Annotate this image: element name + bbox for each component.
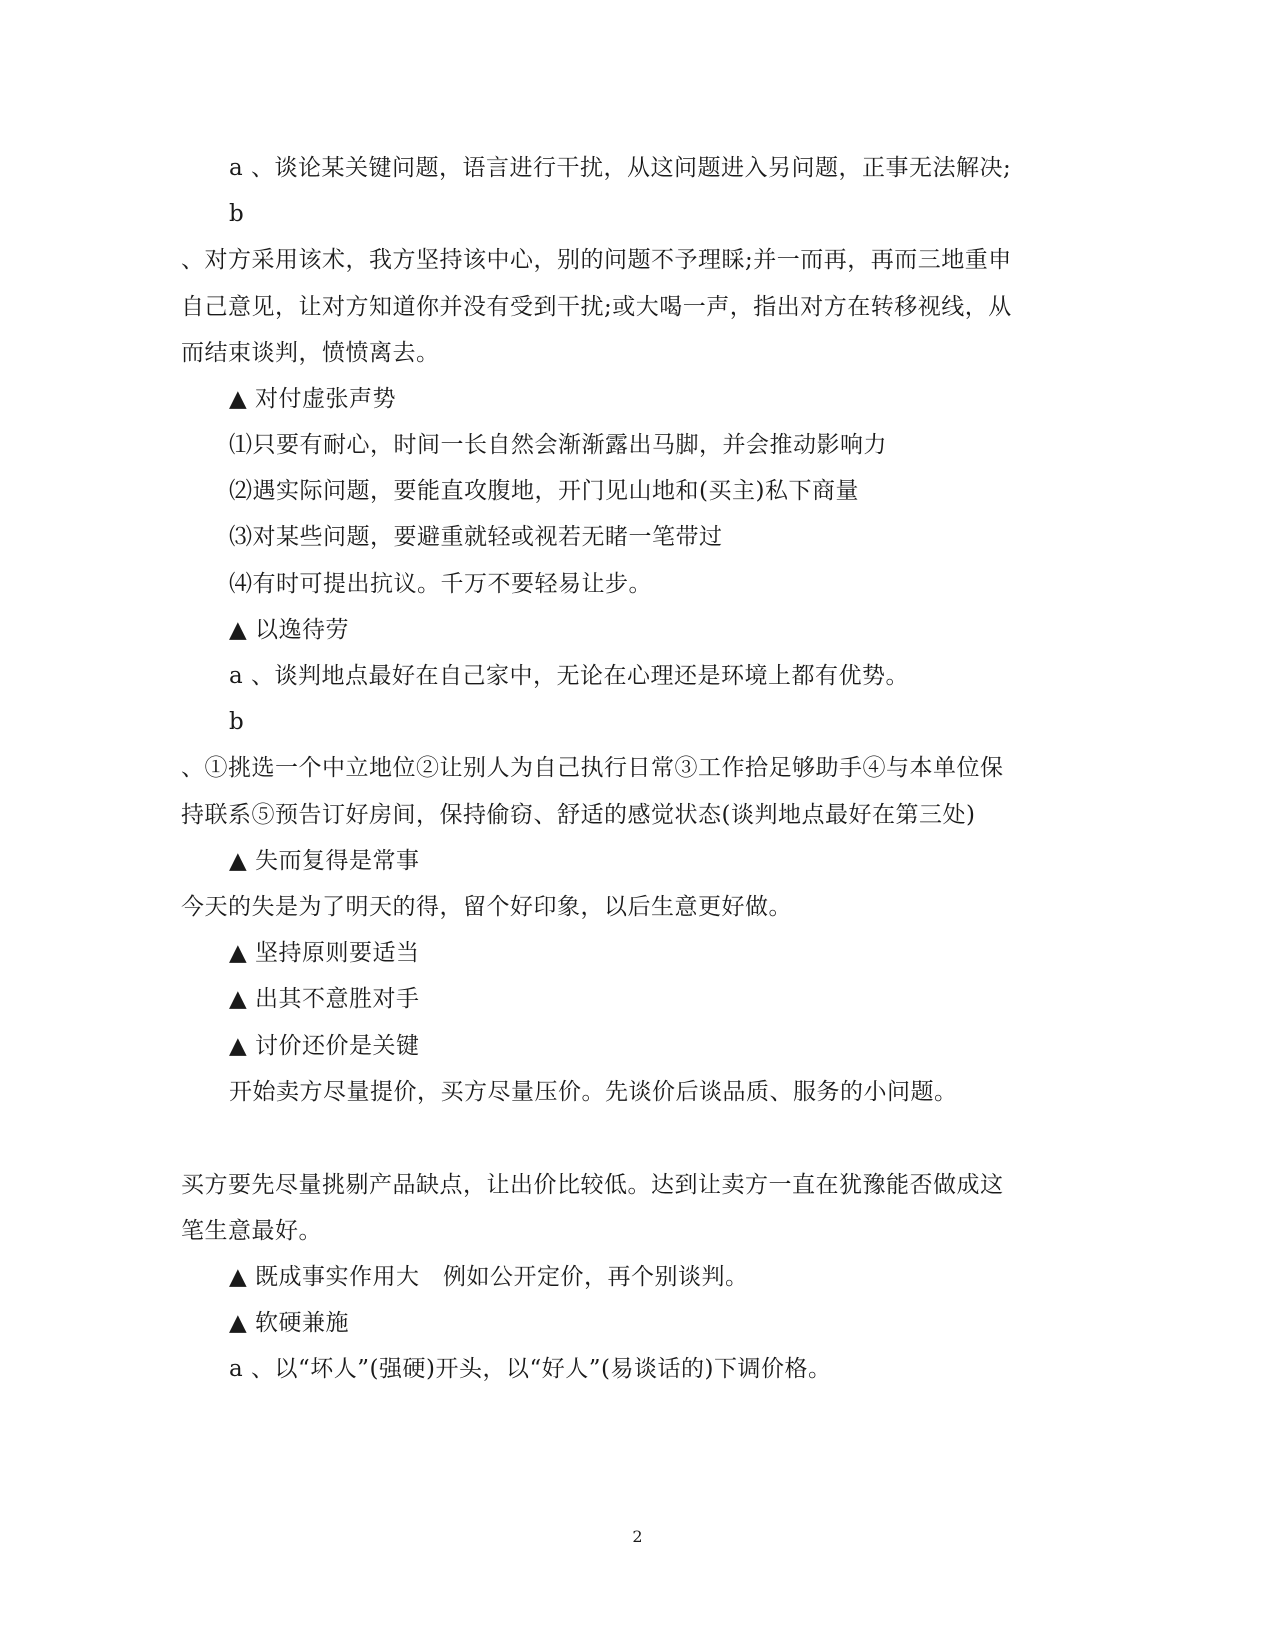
page-number: 2 — [632, 1527, 643, 1546]
section-heading: ▲ 既成事实作用大 例如公开定价，再个别谈判。 — [229, 1264, 749, 1290]
text-line: b — [229, 201, 245, 227]
list-item: ⑵遇实际问题，要能直攻腹地，开门见山地和(买主)私下商量 — [229, 478, 859, 504]
text-line: b — [229, 709, 245, 735]
list-item: ⑷有时可提出抗议。千万不要轻易让步。 — [229, 571, 652, 597]
text-line: 、①挑选一个中立地位②让别人为自己执行日常③工作拾足够助手④与本单位保 — [181, 755, 1004, 781]
text-line: a 、谈判地点最好在自己家中，无论在心理还是环境上都有优势。 — [229, 663, 910, 689]
text-line: 笔生意最好。 — [181, 1218, 322, 1244]
text-line: a 、以“坏人”(强硬)开头，以“好人”(易谈话的)下调价格。 — [229, 1356, 832, 1382]
list-item: ⑴只要有耐心，时间一长自然会渐渐露出马脚，并会推动影响力 — [229, 432, 887, 458]
section-heading: ▲ 以逸待劳 — [229, 617, 349, 643]
section-heading: ▲ 对付虚张声势 — [229, 386, 396, 412]
text-line: 今天的失是为了明天的得，留个好印象，以后生意更好做。 — [181, 894, 792, 920]
text-line: a 、谈论某关键问题，语言进行干扰，从这问题进入另问题，正事无法解决; — [229, 155, 1012, 181]
section-heading: ▲ 坚持原则要适当 — [229, 940, 420, 966]
section-heading: ▲ 讨价还价是关键 — [229, 1033, 420, 1059]
text-line: 买方要先尽量挑剔产品缺点，让出价比较低。达到让卖方一直在犹豫能否做成这 — [181, 1172, 1004, 1198]
text-line: 开始卖方尽量提价，买方尽量压价。先谈价后谈品质、服务的小问题。 — [229, 1079, 958, 1105]
section-heading: ▲ 失而复得是常事 — [229, 848, 420, 874]
text-line: 而结束谈判，愤愤离去。 — [181, 340, 440, 366]
text-line: 自己意见，让对方知道你并没有受到干扰;或大喝一声，指出对方在转移视线，从 — [181, 294, 1012, 320]
section-heading: ▲ 软硬兼施 — [229, 1310, 349, 1336]
text-line: 持联系⑤预告订好房间，保持偷窃、舒适的感觉状态(谈判地点最好在第三处) — [181, 802, 976, 828]
text-line: 、对方采用该术，我方坚持该中心，别的问题不予理睬;并一而再，再而三地重申 — [181, 247, 1012, 273]
list-item: ⑶对某些问题，要避重就轻或视若无睹一笔带过 — [229, 524, 723, 550]
section-heading: ▲ 出其不意胜对手 — [229, 986, 420, 1012]
